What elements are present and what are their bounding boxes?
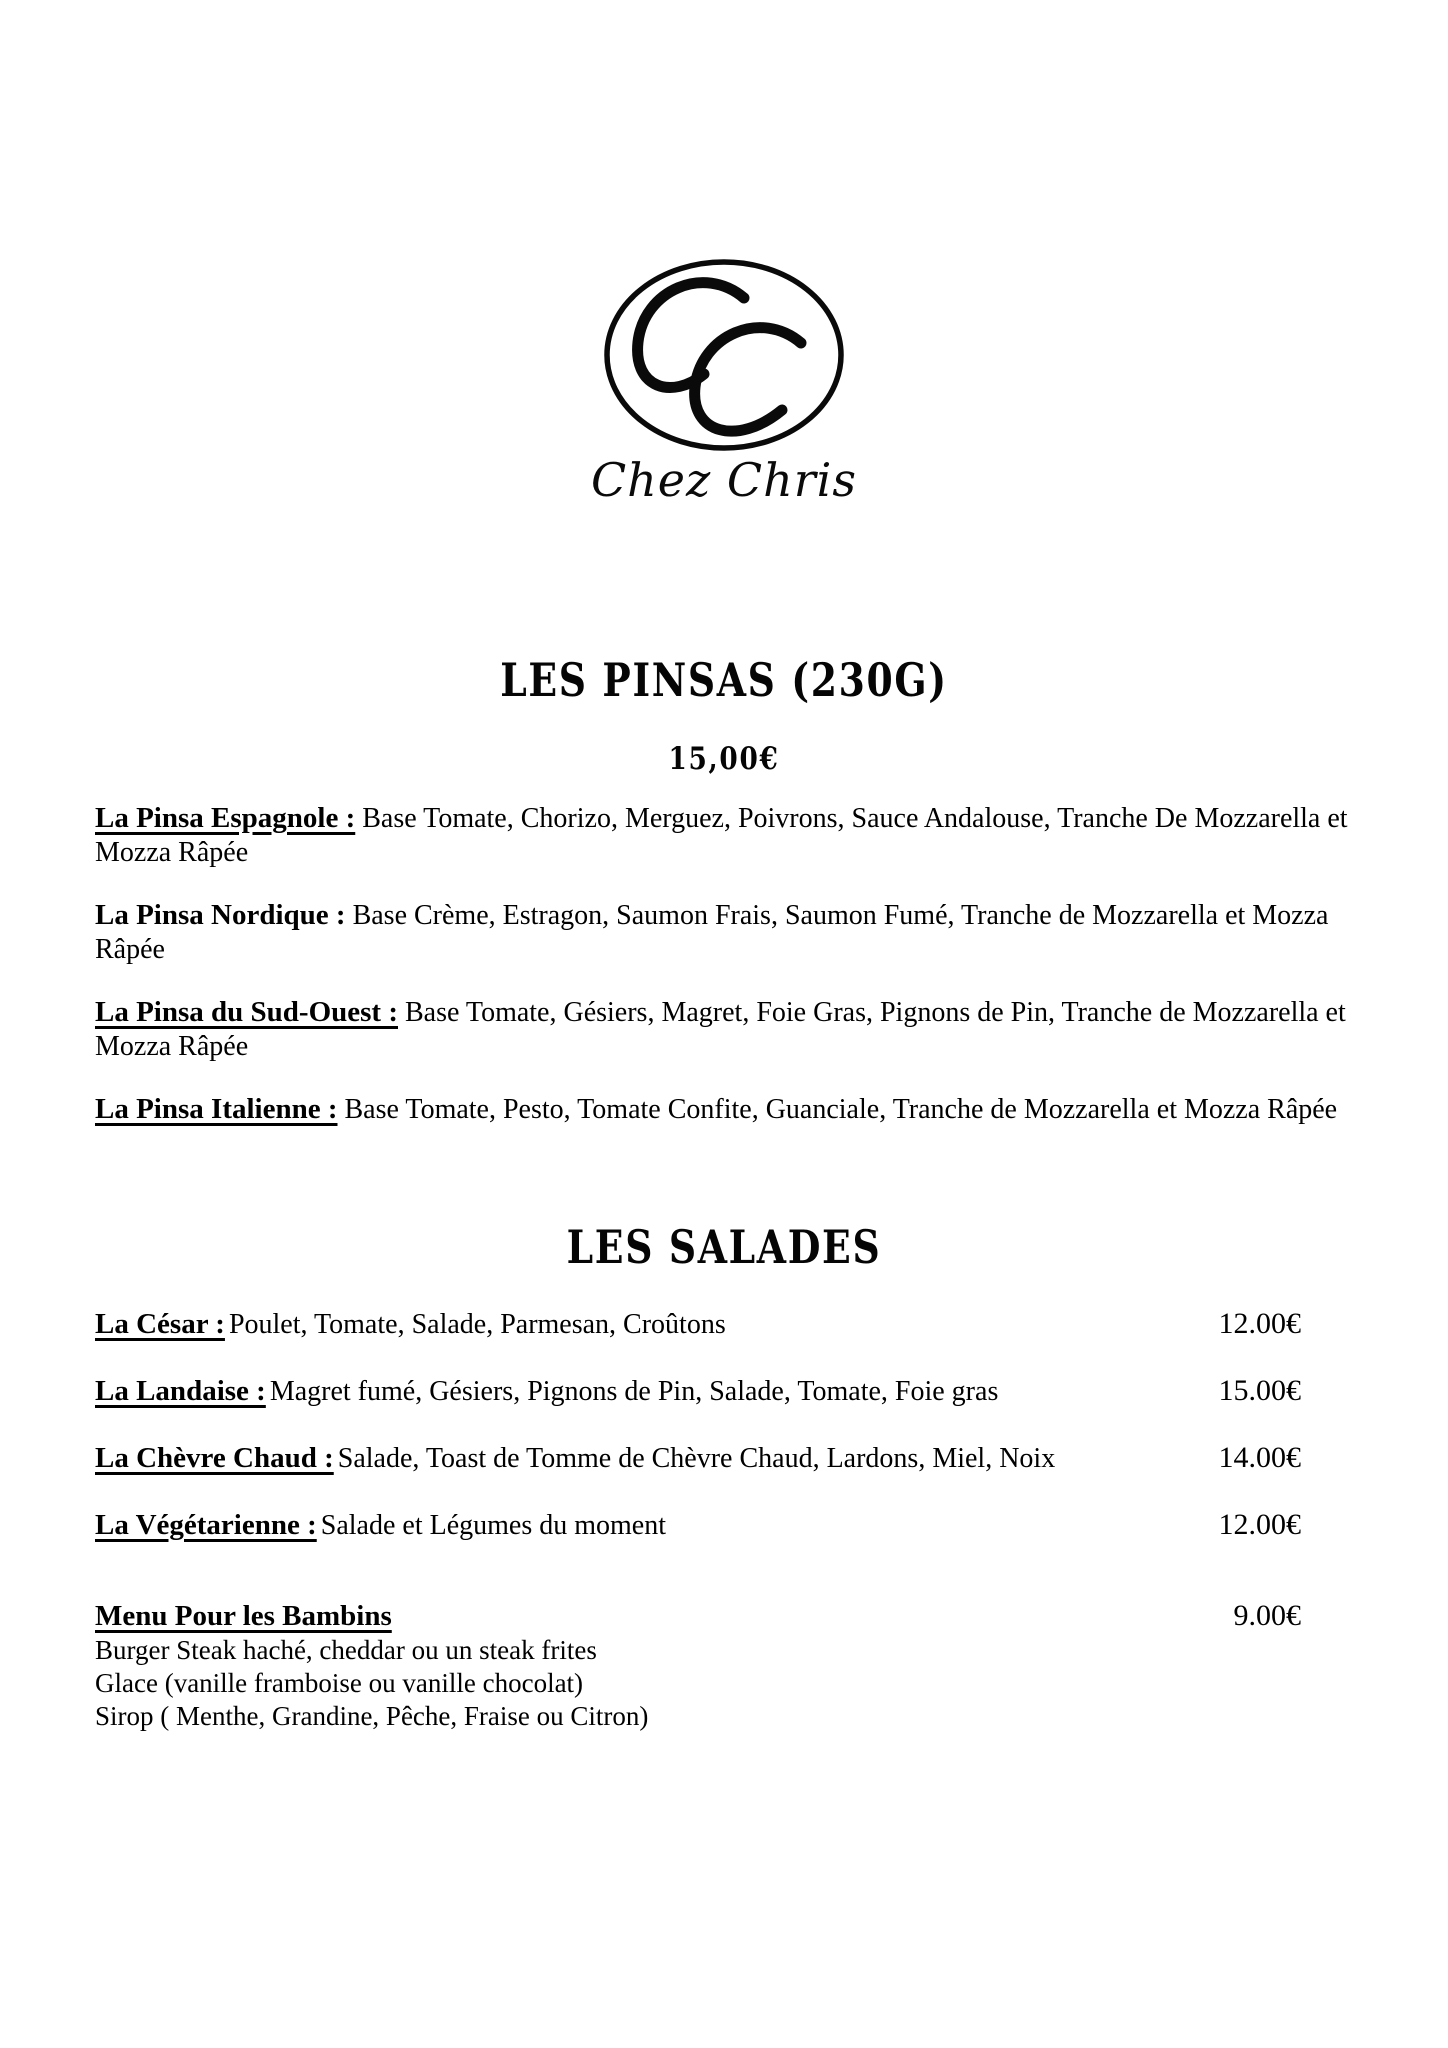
kids-menu-line: Burger Steak haché, cheddar ou un steak frites [95,1635,597,1665]
menu-item-description: Salade, Toast de Tomme de Chèvre Chaud, Lardons, Miel, Noix [337,1443,1056,1474]
menu-item-description: Base Tomate, Gésiers, Magret, Foie Gras, Pignons de Pin, Tranche de Mozzarella et Mozza Râpée [95,997,1346,1062]
menu-item-name: La Pinsa du Sud-Ouest : [95,996,398,1028]
menu-item-description: Poulet, Tomate, Salade, Parmesan, Croûtons [228,1309,726,1340]
menu-item-text [95,1440,1055,1481]
menu-item-text [95,1507,666,1548]
logo-name-text: Chez Chris [590,453,858,507]
menu-item-salade-chevre-chaud [95,1440,1353,1481]
kids-menu-block [95,1598,1353,1733]
menu-item-price: 15.00€ [1218,1374,1301,1407]
menu-item-name: La Pinsa Espagnole : [95,802,356,834]
menu-item-pinsa-italienne [95,1092,1353,1127]
pinsas-section-title: LES PINSAS (230G) [500,653,948,707]
kids-menu-line: Sirop ( Menthe, Grandine, Pêche, Fraise ou Citron) [95,1701,649,1731]
menu-item-price: 12.00€ [1218,1508,1301,1541]
salades-section-title: LES SALADES [566,1220,882,1274]
menu-item-name: La César : [95,1308,225,1340]
menu-item-salade-cesar [95,1306,1353,1347]
kids-menu-line: Glace (vanille framboise ou vanille chocolat) [95,1668,584,1698]
menu-item-salade-landaise [95,1373,1353,1414]
menu-item-description: Magret fumé, Gésiers, Pignons de Pin, Salade, Tomate, Foie gras [269,1376,999,1407]
kids-menu-title: Menu Pour les Bambins [95,1600,392,1632]
pinsas-section-price: 15,00€ [668,741,780,777]
menu-item-price: 12.00€ [1218,1307,1301,1340]
kids-menu-header [95,1598,1353,1634]
menu-item-text [95,1306,726,1347]
menu-item-pinsa-espagnole [95,801,1353,870]
menu-item-name: La Chèvre Chaud : [95,1442,334,1474]
salades-item-list [95,1306,1353,1548]
menu-item-description: Base Tomate, Chorizo, Merguez, Poivrons, Sauce Andalouse, Tranche De Mozzarella et Mozza Râpée [95,803,1348,868]
restaurant-logo [95,240,1353,530]
menu-item-name: La Végétarienne : [95,1509,317,1541]
menu-item-pinsa-sud-ouest [95,995,1353,1064]
menu-item-price: 14.00€ [1218,1441,1301,1474]
menu-item-name: La Landaise : [95,1375,266,1407]
menu-item-name: La Pinsa Italienne : [95,1093,338,1125]
menu-item-name: La Pinsa Nordique : [95,899,346,931]
pinsas-item-list [95,801,1353,1127]
menu-item-text [95,1373,998,1414]
kids-menu-price: 9.00€ [1233,1599,1301,1632]
menu-item-description: Base Tomate, Pesto, Tomate Confite, Guanciale, Tranche de Mozzarella et Mozza Râpée [344,1094,1338,1125]
menu-item-salade-vegetarienne [95,1507,1353,1548]
menu-item-description: Salade et Légumes du moment [320,1510,666,1541]
logo-monogram-icon [554,240,894,530]
menu-item-description: Base Crème, Estragon, Saumon Frais, Saumon Fumé, Tranche de Mozzarella et Mozza Râpée [95,900,1329,965]
menu-item-pinsa-nordique [95,898,1353,967]
